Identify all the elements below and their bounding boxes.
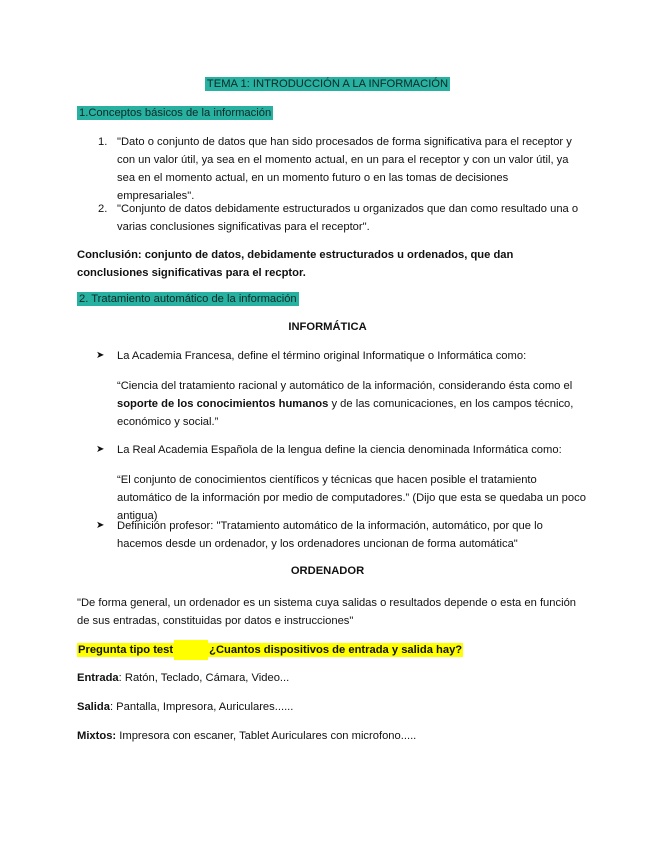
conclusion-text: Conclusión: conjunto de datos, debidamente estructurados u ordenados, que dan conclusiones significativas para el recptor.	[77, 249, 514, 279]
bullet-2-quote: “El conjunto de conocimientos científicos y técnicas que hacen posible el tratamiento automático de la información por medio de computadores.” (Dijo que esta se quedaba un poco antigua)	[117, 474, 586, 522]
entrada-row	[77, 669, 289, 687]
ordenador-text: "De forma general, un ordenador es un sistema cuya salidas o resultados depende o esta en función de sus entradas, constituidas por datos e instrucciones"	[77, 597, 577, 627]
list-number-2: 2.	[98, 203, 108, 215]
quote-1-part-a: “Ciencia del tratamiento racional y automático de la información, considerando ésta como el	[117, 380, 573, 392]
test-question-row	[77, 640, 463, 660]
test-gap	[174, 640, 208, 660]
test-question: ¿Cuantos dispositivos de entrada y salida hay?	[209, 644, 463, 656]
test-label: Pregunta tipo test	[78, 644, 174, 656]
bullet-2-text: La Real Academia Española de la lengua define la ciencia denominada Informática como:	[117, 444, 562, 456]
section-1-heading-row	[77, 107, 273, 119]
entrada-text: : Ratón, Teclado, Cámara, Video...	[118, 672, 290, 684]
informatica-heading: INFORMÁTICA	[288, 321, 367, 333]
list-item-1-text: "Dato o conjunto de datos que han sido procesados de forma significativa para el receptor y con un valor útil, ya sea en el momento actual, en un para el receptor y con un valor útil, ya sea en el momento actual, en un momento futuro o en las tomas de decisiones empresariales".	[117, 136, 572, 202]
entrada-label: Entrada	[77, 672, 119, 684]
document-title: TEMA 1: INTRODUCCIÓN A LA INFORMACIÓN	[206, 78, 449, 90]
bullet-arrow-icon: ➤	[96, 520, 105, 531]
salida-text: : Pantalla, Impresora, Auriculares......	[109, 701, 294, 713]
list-number-1: 1.	[98, 136, 108, 148]
mixtos-label: Mixtos:	[77, 730, 117, 742]
salida-row	[77, 698, 293, 716]
bullet-arrow-icon: ➤	[96, 350, 105, 361]
quote-1-part-b: y de las comunicaciones, en los campos técnico, económico y social.”	[117, 398, 574, 428]
bullet-1-quote	[117, 377, 587, 431]
quote-1-bold: soporte de los conocimientos humanos	[117, 398, 329, 410]
bullet-3-text: Definición profesor: "Tratamiento automático de la información, automático, por que lo hacemos desde un ordenador, y los ordenadores uncionan de forma automática"	[117, 520, 543, 550]
list-item-2-text: "Conjunto de datos debidamente estructurados u organizados que dan como resultado una o varias conclusiones significativas para el receptor".	[117, 203, 579, 233]
section-2-heading-row	[77, 293, 299, 305]
mixtos-row	[77, 727, 416, 745]
salida-label: Salida	[77, 701, 110, 713]
mixtos-text: Impresora con escaner, Tablet Auriculares con microfono.....	[116, 730, 417, 742]
ordenador-heading: ORDENADOR	[290, 565, 365, 577]
section-2-heading: 2. Tratamiento automático de la información	[79, 293, 297, 305]
bullet-1-text: La Academia Francesa, define el término original Informatique o Informática como:	[117, 350, 527, 362]
document-title-row	[0, 78, 655, 90]
section-1-heading: 1.Conceptos básicos de la información	[79, 107, 272, 119]
bullet-arrow-icon: ➤	[96, 444, 105, 455]
